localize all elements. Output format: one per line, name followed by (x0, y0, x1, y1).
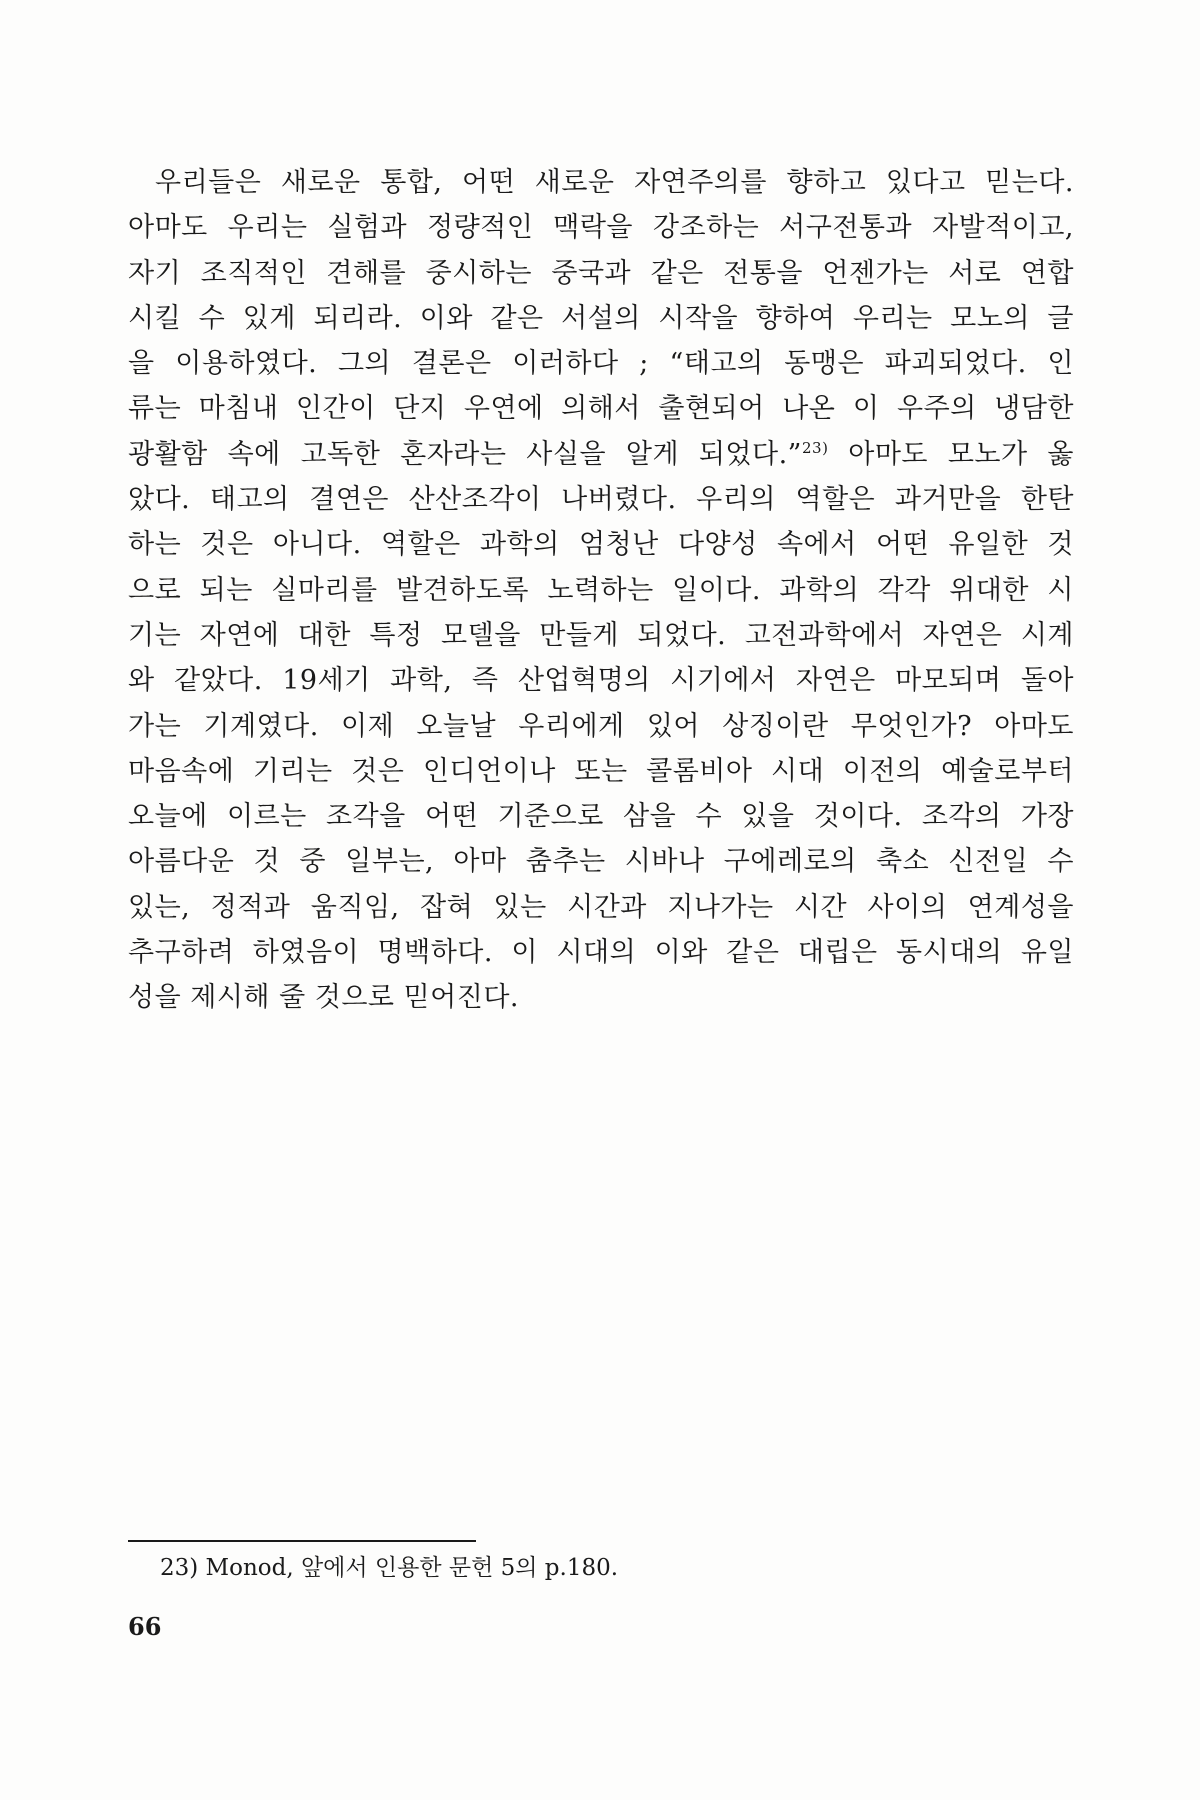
text-line: 오늘에 이르는 조각을 어떤 기준으로 삼을 수 있을 것이다. 조각의 가장 (128, 801, 1074, 833)
text-segment: 아마도 모노가 옳 (828, 438, 1074, 470)
text-line: 성을 제시해 줄 것으로 믿어진다. (128, 982, 519, 1014)
text-line: 자기 조직적인 견해를 중시하는 중국과 같은 전통을 언젠가는 서로 연합 (128, 257, 1074, 289)
text-line: 았다. 태고의 결연은 산산조각이 나버렸다. 우리의 역할은 과거만을 한탄 (128, 484, 1074, 516)
text-line: 가는 기계였다. 이제 오늘날 우리에게 있어 상징이란 무엇인가? 아마도 (128, 710, 1074, 742)
text-line: 으로 되는 실마리를 발견하도록 노력하는 일이다. 과학의 각각 위대한 시 (128, 574, 1074, 606)
text-line: 류는 마침내 인간이 단지 우연에 의해서 출현되어 나온 이 우주의 냉담한 (128, 393, 1074, 425)
footnote-divider (128, 1540, 476, 1542)
text-line: 기는 자연에 대한 특정 모델을 만들게 되었다. 고전과학에서 자연은 시계 (128, 619, 1074, 651)
text-line: 있는, 정적과 움직임, 잡혀 있는 시간과 지나가는 시간 사이의 연계성을 (128, 891, 1074, 923)
body-paragraph (128, 160, 1074, 1021)
text-line: 아마도 우리는 실험과 정량적인 맥락을 강조하는 서구전통과 자발적이고, (128, 212, 1074, 244)
text-segment: 광활함 속에 고독한 혼자라는 사실을 알게 되었다.” (128, 438, 802, 470)
text-line: 시킬 수 있게 되리라. 이와 같은 서설의 시작을 향하여 우리는 모노의 글 (128, 302, 1074, 334)
footnote-reference[interactable]: 23) (801, 438, 829, 457)
text-line: 하는 것은 아니다. 역할은 과학의 엄청난 다양성 속에서 어떤 유일한 것 (128, 529, 1074, 561)
page-number: 66 (128, 1612, 162, 1641)
text-line-with-footnote (128, 432, 1074, 477)
text-line: 추구하려 하였음이 명백하다. 이 시대의 이와 같은 대립은 동시대의 유일 (128, 937, 1074, 969)
text-line: 우리들은 새로운 통합, 어떤 새로운 자연주의를 향하고 있다고 믿는다. (155, 167, 1074, 198)
text-line: 와 같았다. 19세기 과학, 즉 산업혁명의 시기에서 자연은 마모되며 돌아 (128, 665, 1074, 697)
text-line: 을 이용하였다. 그의 결론은 이러하다 ; “태고의 동맹은 파괴되었다. 인 (128, 348, 1074, 380)
text-line: 마음속에 기리는 것은 인디언이나 또는 콜롬비아 시대 이전의 예술로부터 (128, 755, 1074, 787)
footnote-text: 23) Monod, 앞에서 인용한 문헌 5의 p.180. (160, 1555, 619, 1581)
text-line: 아름다운 것 중 일부는, 아마 춤추는 시바나 구에레로의 축소 신전일 수 (128, 846, 1074, 878)
